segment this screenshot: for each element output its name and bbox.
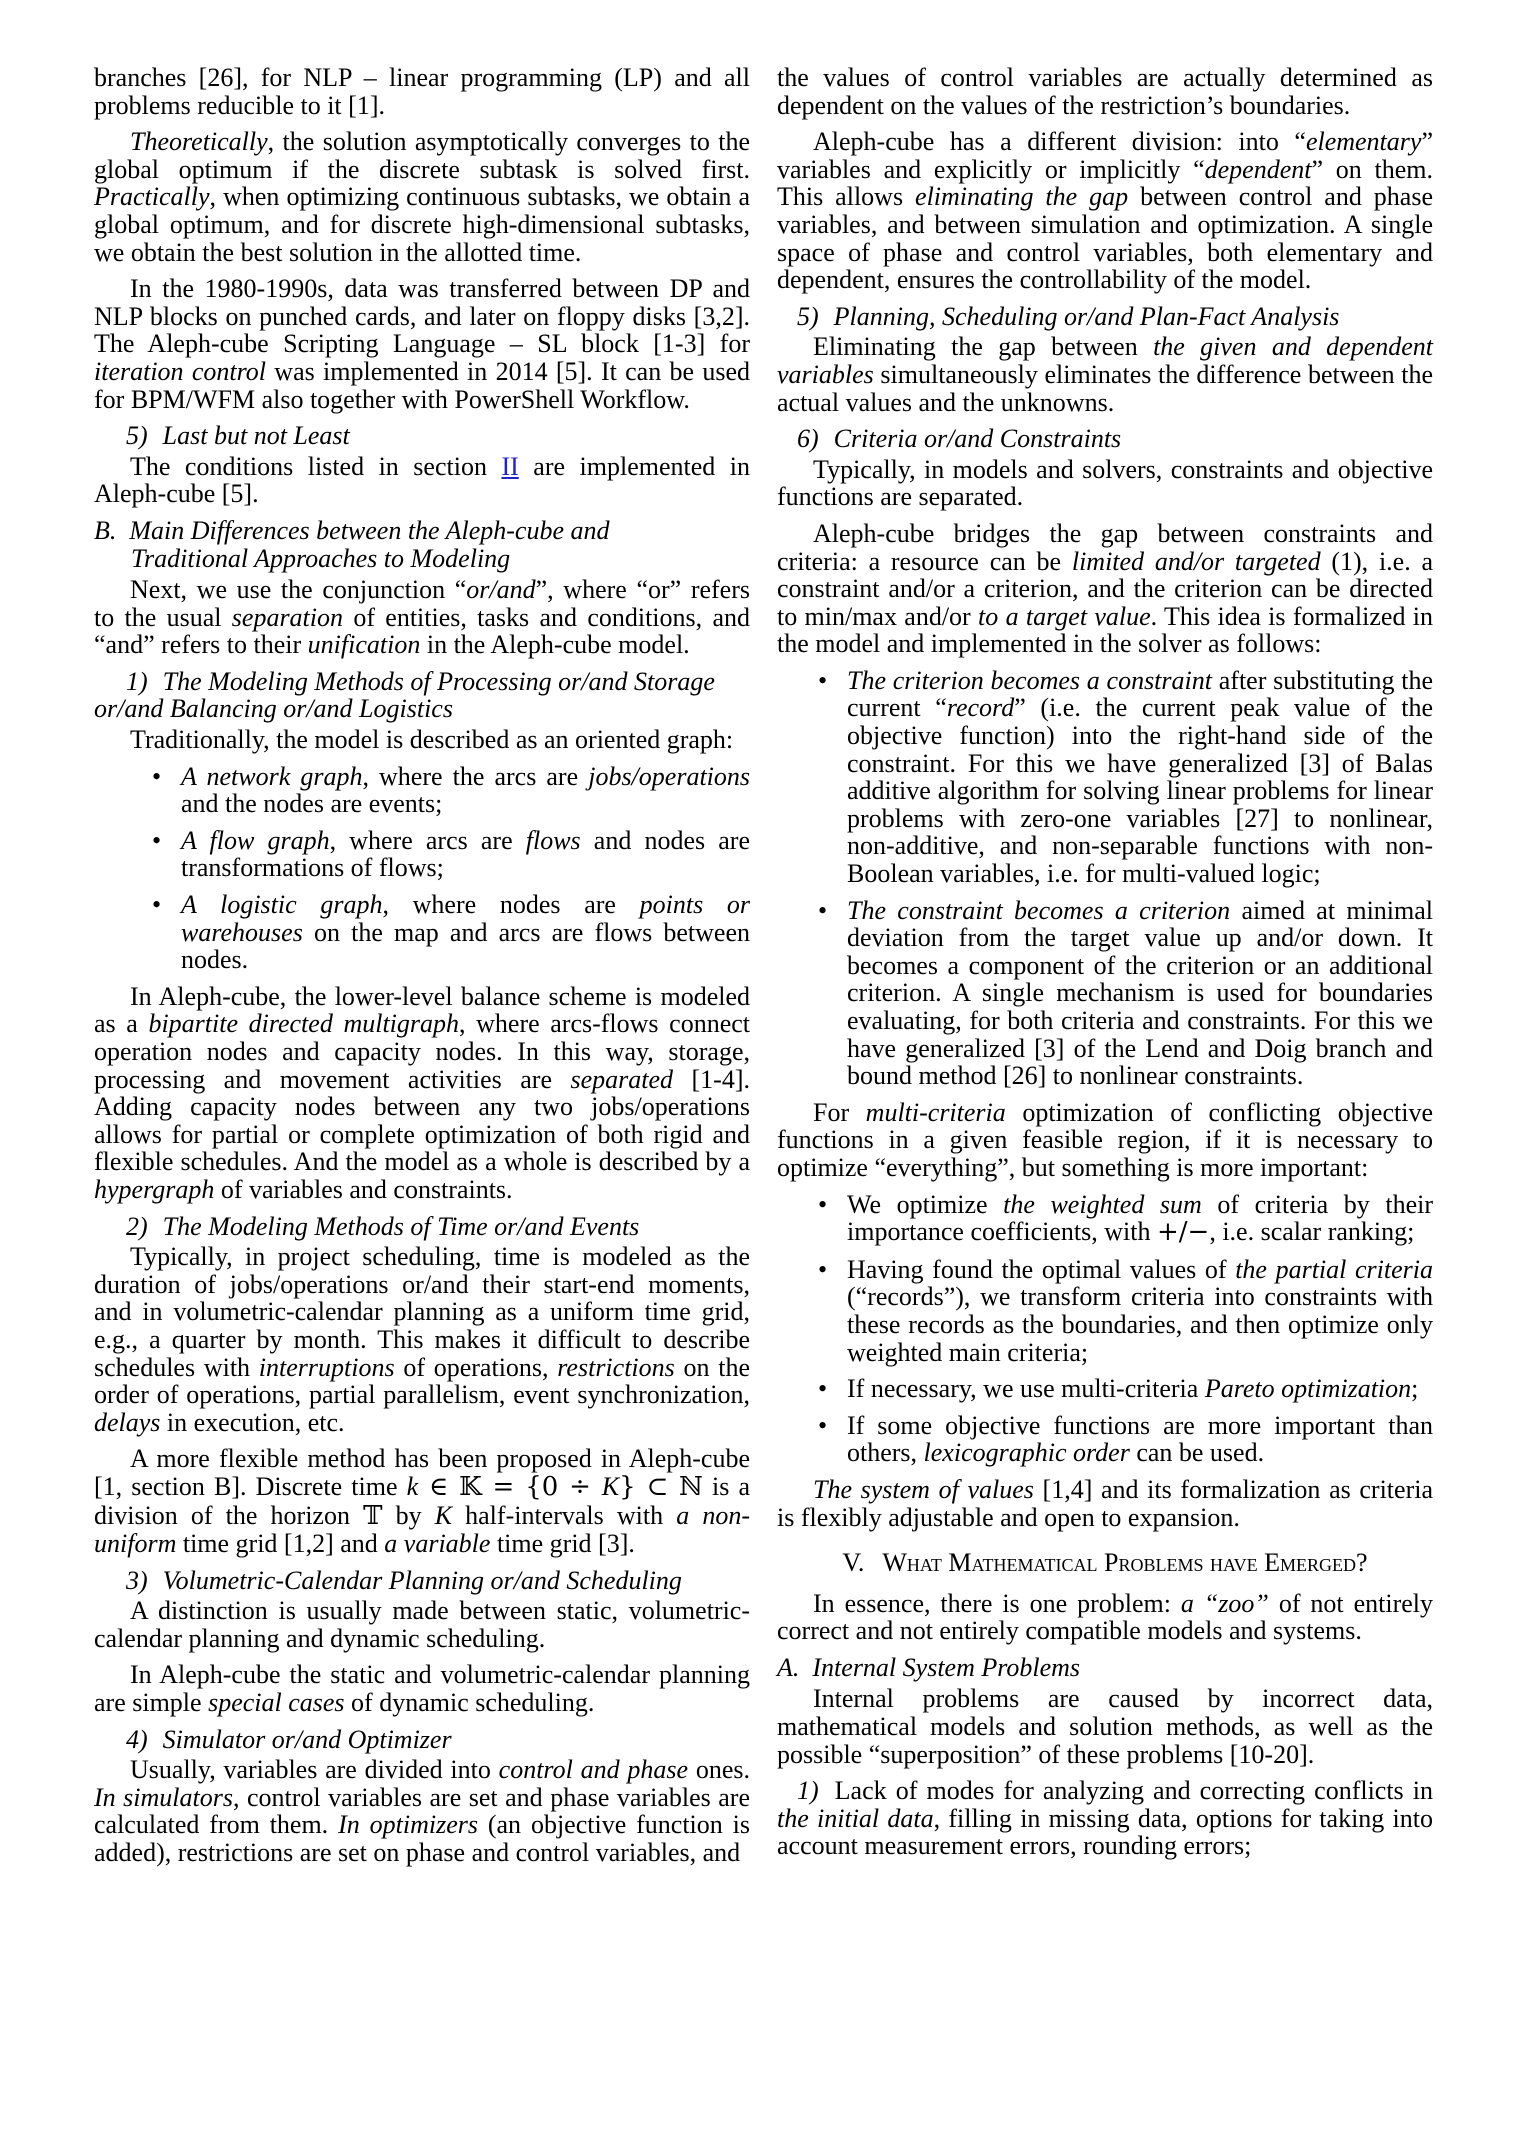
heading-label: 5) (126, 421, 148, 451)
paragraph (94, 1445, 750, 1557)
italic-text-run: delays (94, 1407, 161, 1437)
italic-text-run: hypergraph (94, 1174, 215, 1204)
italic-text-run: The system of values (813, 1474, 1034, 1504)
text-run: A more flexible method has been proposed in Aleph-cube [1, section B]. Discrete time (94, 1444, 750, 1501)
text-run: Internal problems are caused by incorrect data, mathematical models and solution methods, as well as the possible “superposition” of these problems [10-20]. (777, 1684, 1433, 1769)
text-run: In essence, there is one problem: (813, 1588, 1181, 1618)
text-run: (“records”), we transform criteria into constraints with these records as the boundaries, and then optimize only weighted main criteria; (847, 1282, 1433, 1367)
italic-text-run: flows (525, 825, 581, 855)
italic-text-run: A flow graph (181, 825, 330, 855)
text-run: on the order of operations, partial parallelism, event synchronization, (94, 1352, 751, 1410)
text-run: between control and phase variables, and between simulation and optimization. A single space of phase and control variables, both elementary and dependent, ensures the controllability of the model. (777, 182, 1433, 295)
text-run: In Aleph-cube, the lower-level balance scheme is modeled as a (94, 981, 750, 1039)
section-heading (777, 1549, 1433, 1577)
text-run: ” (i.e. the current peak value of the objective function) into the right-hand side of the constraint. For this we have generalized [3] of Balas additive algorithm for solving linear problems for linear problems with zero-one variables [27] to nonlinear, non-additive, and non-separable functions with non-Boolean variables, i.e. for multi-valued logic; (847, 693, 1433, 889)
heading-label: 1) (126, 666, 148, 696)
text-run: branches [26], for NLP – linear programming (LP) and all problems reducible to it [1]. (94, 63, 750, 120)
bullet-item (777, 1191, 1433, 1247)
text-run: of entities, tasks and conditions, and “and” refers to their (94, 602, 750, 660)
italic-text-run: Traditional Approaches to Modeling (131, 543, 511, 573)
text-run: ones. (688, 1755, 750, 1785)
paragraph (94, 1243, 750, 1436)
text-run: by (382, 1500, 435, 1530)
paragraph (777, 128, 1433, 294)
text-run: . This idea is formalized in the model and implemented in the solver as follows: (777, 601, 1433, 659)
italic-text-run: K (601, 1471, 620, 1501)
text-run: are implemented in Aleph-cube [5]. (94, 451, 751, 509)
math-text-run: +/− (1156, 1217, 1210, 1248)
text-run: Typically, in models and solvers, constraints and objective functions are separated. (777, 454, 1433, 512)
text-run: ” on them. This allows (777, 154, 1433, 212)
italic-text-run: The criterion becomes a constraint (847, 665, 1212, 695)
text-run: , where the arcs are (362, 761, 589, 791)
paragraph (94, 1661, 750, 1716)
text-run: of not entirely correct and not entirely compatible models and systems. (777, 1588, 1433, 1646)
italic-text-run: record (946, 693, 1015, 723)
text-run: ” variables and explicitly or implicitly “ (777, 127, 1433, 184)
numbered-heading (94, 1567, 750, 1595)
letter-heading (94, 517, 750, 572)
text-run: and the nodes are events; (181, 789, 443, 819)
text-run: of dynamic scheduling. (344, 1688, 595, 1718)
text-run: , when optimizing continuous subtasks, we obtain a global optimum, and for discrete high-dimensional subtasks, we obtain the best solution in the allotted time. (94, 182, 750, 267)
paragraph (777, 456, 1433, 511)
italic-text-run: The constraint becomes a criterion (847, 895, 1231, 925)
paragraph (94, 275, 750, 413)
text-run: can be used. (1129, 1438, 1265, 1468)
italic-text-run: restrictions (557, 1352, 675, 1382)
text-run: the values of control variables are actually determined as dependent on the values of the restriction’s boundaries. (777, 63, 1433, 120)
text-run: Lack of modes for analyzing and correcting conflicts in (834, 1776, 1433, 1806)
text-run: of variables and constraints. (214, 1174, 513, 1204)
text-run: Traditionally, the model is described as an oriented graph: (130, 725, 734, 755)
bullet-item (777, 1412, 1433, 1467)
text-run: Having found the optimal values of (847, 1254, 1236, 1284)
italic-text-run: Planning, Scheduling or/and Plan-Fact Analysis (833, 301, 1340, 331)
text-run: is a division of the horizon (94, 1471, 751, 1530)
text-run: If some objective functions are more important than others, (847, 1410, 1433, 1468)
text-run: of operations, (394, 1352, 558, 1382)
text-run: half-intervals with (452, 1500, 677, 1530)
italic-text-run: Simulator or/and Optimizer (162, 1724, 452, 1754)
italic-text-run: elementary (1305, 127, 1422, 157)
italic-text-run: Criteria or/and Constraints (833, 424, 1122, 454)
italic-text-run: limited and/or targeted (1071, 546, 1321, 576)
text-run: [1-4]. Adding capacity nodes between any two jobs/operations allows for partial or complete optimization of both rigid and flexible schedules. And the model as a whole is described by a (94, 1064, 750, 1177)
italic-text-run: multi-criteria (865, 1097, 1006, 1127)
paragraph (94, 64, 750, 119)
text-run: Aleph-cube bridges the gap between constraints and criteria: a resource can be (777, 518, 1433, 576)
paragraph (94, 453, 750, 508)
numbered-paragraph (777, 1777, 1433, 1860)
italic-text-run: the weighted sum (1003, 1189, 1202, 1219)
heading-label: 6) (797, 424, 819, 454)
italic-text-run: k (406, 1471, 419, 1501)
numbered-heading (777, 425, 1433, 453)
italic-text-run: Practically (94, 182, 210, 212)
italic-text-run: Volumetric-Calendar Planning or/and Scheduling (162, 1565, 682, 1595)
numbered-heading (94, 422, 750, 450)
italic-text-run: Last but not Least (162, 421, 350, 451)
right-column (777, 64, 1433, 1876)
math-text-run: } ⊂ ℕ (619, 1471, 703, 1502)
numbered-heading (94, 1726, 750, 1754)
italic-text-run: Pareto optimization (1204, 1374, 1412, 1404)
italic-text-run: separated (570, 1064, 674, 1094)
text-run: Usually, variables are divided into (130, 1755, 499, 1785)
text-run: , filling in missing data, options for taking into account measurement errors, rounding errors; (777, 1803, 1433, 1861)
italic-text-run: points or warehouses (181, 890, 750, 947)
text-run: Next, we use the conjunction “ (130, 575, 467, 605)
italic-text-run: K (434, 1500, 453, 1530)
text-run: ”, where “or” refers to the usual (94, 575, 750, 632)
italic-text-run: the partial criteria (1235, 1254, 1433, 1284)
text-run: of criteria by their importance coefficients, with (847, 1189, 1433, 1247)
text-run: (1), i.e. a constraint and/or a criterion, and the criterion can be directed to min/max and/or (777, 546, 1434, 631)
two-column-layout (94, 64, 1433, 1876)
heading-label: B. (94, 515, 117, 545)
text-run: aimed at minimal deviation from the target value up and/or down. It becomes a component of the criterion or an additional criterion. A single mechanism is used for boundaries evaluating, for both criteria and constraints. For this we have generalized [3] of the Lend and Doig branch and bound method [26] to nonlinear constraints. (847, 895, 1434, 1091)
italic-text-run: unification (307, 630, 421, 660)
text-run: , where arcs are (329, 825, 526, 855)
math-text-run: ∈ 𝕂 = {0 ÷ (418, 1471, 602, 1502)
italic-text-run: Theoretically (130, 127, 268, 157)
italic-text-run: jobs/operations (588, 761, 751, 791)
italic-text-run: the given and dependent variables (777, 332, 1433, 389)
text-run: , where arcs-flows connect operation nodes and capacity nodes. In this way, storage, processing and movement activities are (94, 1009, 751, 1094)
letter-heading (777, 1654, 1433, 1682)
italic-text-run: lexicographic order (923, 1438, 1130, 1468)
italic-text-run: Main Differences between the Aleph-cube and (129, 515, 610, 545)
section-ii-link[interactable]: II (501, 451, 519, 481)
text-run: , control variables are set and phase variables are calculated from them. (94, 1782, 750, 1840)
italic-text-run: The Modeling Methods of Processing or/and Storage or/and Balancing or/and Logistics (94, 666, 715, 724)
text-run: , the solution asymptotically converges to the global optimum if the discrete subtask is solved first. (94, 127, 750, 184)
heading-label: 4) (126, 1724, 148, 1754)
italic-text-run: bipartite directed multigraph (148, 1009, 460, 1039)
paragraph (777, 333, 1433, 416)
text-run: If necessary, we use multi-criteria (847, 1374, 1205, 1404)
italic-text-run: Internal System Problems (812, 1652, 1081, 1682)
bullet-item (777, 897, 1433, 1090)
left-column (94, 64, 750, 1876)
bullet-item (94, 891, 750, 974)
paragraph (777, 64, 1433, 119)
text-run: , where nodes are (382, 890, 640, 920)
italic-text-run: A logistic graph (181, 890, 383, 920)
text-run: and nodes are transformations of flows; (181, 825, 751, 883)
text-run: in the Aleph-cube model. (420, 630, 690, 660)
bullet-item (777, 1375, 1433, 1403)
text-run: after substituting the current “ (847, 665, 1433, 723)
heading-label: 1) (797, 1776, 819, 1806)
heading-label: 3) (126, 1565, 148, 1595)
paragraph (94, 983, 750, 1204)
text-run: A distinction is usually made between static, volumetric-calendar planning and dynamic scheduling. (94, 1596, 750, 1653)
numbered-heading (94, 1213, 750, 1241)
paragraph (777, 1476, 1433, 1531)
text-run: Eliminating the gap between (813, 332, 1154, 362)
text-run: , i.e. scalar ranking; (1209, 1217, 1415, 1247)
paragraph (94, 1756, 750, 1866)
heading-label: 2) (126, 1211, 148, 1241)
math-text-run: 𝕋 (363, 1500, 383, 1531)
italic-text-run: In optimizers (338, 1810, 478, 1840)
text-run: The conditions listed in section (130, 451, 502, 481)
numbered-heading (94, 668, 750, 723)
text-run: ; (1411, 1374, 1419, 1404)
text-run: We optimize (847, 1189, 1004, 1219)
paragraph (777, 1099, 1433, 1182)
text-run: time grid [3]. (490, 1529, 635, 1559)
italic-text-run: a variable (384, 1529, 491, 1559)
text-run: simultaneously eliminates the difference between the actual values and the unknowns. (777, 359, 1433, 417)
text-run: In Aleph-cube the static and volumetric-calendar planning are simple (94, 1660, 750, 1718)
paragraph (94, 726, 750, 754)
italic-text-run: special cases (208, 1688, 345, 1718)
text-run: (an objective function is added), restrictions are set on phase and control variables, and (94, 1810, 750, 1868)
paragraph (777, 520, 1433, 658)
italic-text-run: or/and (466, 575, 536, 605)
bullet-item (94, 827, 750, 882)
italic-text-run: In simulators (94, 1782, 233, 1812)
text-run: optimization of conflicting objective functions in a given feasible region, if it is necessary to optimize “everything”, but something is more important: (777, 1097, 1433, 1182)
italic-text-run: iteration control (94, 356, 266, 386)
text-run: In the 1980-1990s, data was transferred between DP and NLP blocks on punched cards, and later on floppy disks [3,2]. The Aleph-cube Scripting Language – SL block [1-3] for (94, 274, 750, 359)
heading-label: 5) (797, 301, 819, 331)
text-run: For (813, 1097, 866, 1127)
heading-label: A. (777, 1652, 800, 1682)
text-run: Aleph-cube has a different division: into “ (813, 127, 1306, 157)
italic-text-run: A network graph (181, 761, 363, 791)
italic-text-run: the initial data (777, 1803, 934, 1833)
italic-text-run: a “zoo” (1180, 1588, 1269, 1618)
italic-text-run: control and phase (498, 1755, 689, 1785)
italic-text-run: eliminating the gap (915, 182, 1129, 212)
section-number: V. (842, 1548, 865, 1578)
bullet-item (777, 1256, 1433, 1366)
text-run: Typically, in project scheduling, time is modeled as the duration of jobs/operations or/and their start-end moments, and in volumetric-calendar planning as a uniform time grid, e.g., a quarter by month. This makes it difficult to describe schedules with (94, 1242, 750, 1382)
paragraph (94, 1597, 750, 1652)
text-run: time grid [1,2] and (176, 1529, 385, 1559)
paragraph (777, 1590, 1433, 1645)
section-title: What Mathematical Problems have Emerged? (882, 1548, 1368, 1578)
italic-text-run: dependent (1204, 154, 1312, 184)
text-run: was implemented in 2014 [5]. It can be used for BPM/WFM also together with PowerShell Workflow. (94, 356, 751, 414)
text-run: [1,4] and its formalization as criteria is flexibly adjustable and open to expansion. (777, 1474, 1433, 1532)
italic-text-run: The Modeling Methods of Time or/and Events (162, 1211, 640, 1241)
italic-text-run: to a target value (978, 601, 1151, 631)
italic-text-run: separation (231, 602, 344, 632)
numbered-heading (777, 303, 1433, 331)
text-run: on the map and arcs are flows between nodes. (181, 917, 750, 975)
text-run: in execution, etc. (160, 1407, 345, 1437)
paragraph (777, 1685, 1433, 1768)
italic-text-run: a non-uniform (94, 1500, 750, 1559)
paragraph (94, 128, 750, 266)
italic-text-run: interruptions (258, 1352, 395, 1382)
bullet-item (777, 667, 1433, 888)
paragraph (94, 576, 750, 659)
bullet-item (94, 763, 750, 818)
